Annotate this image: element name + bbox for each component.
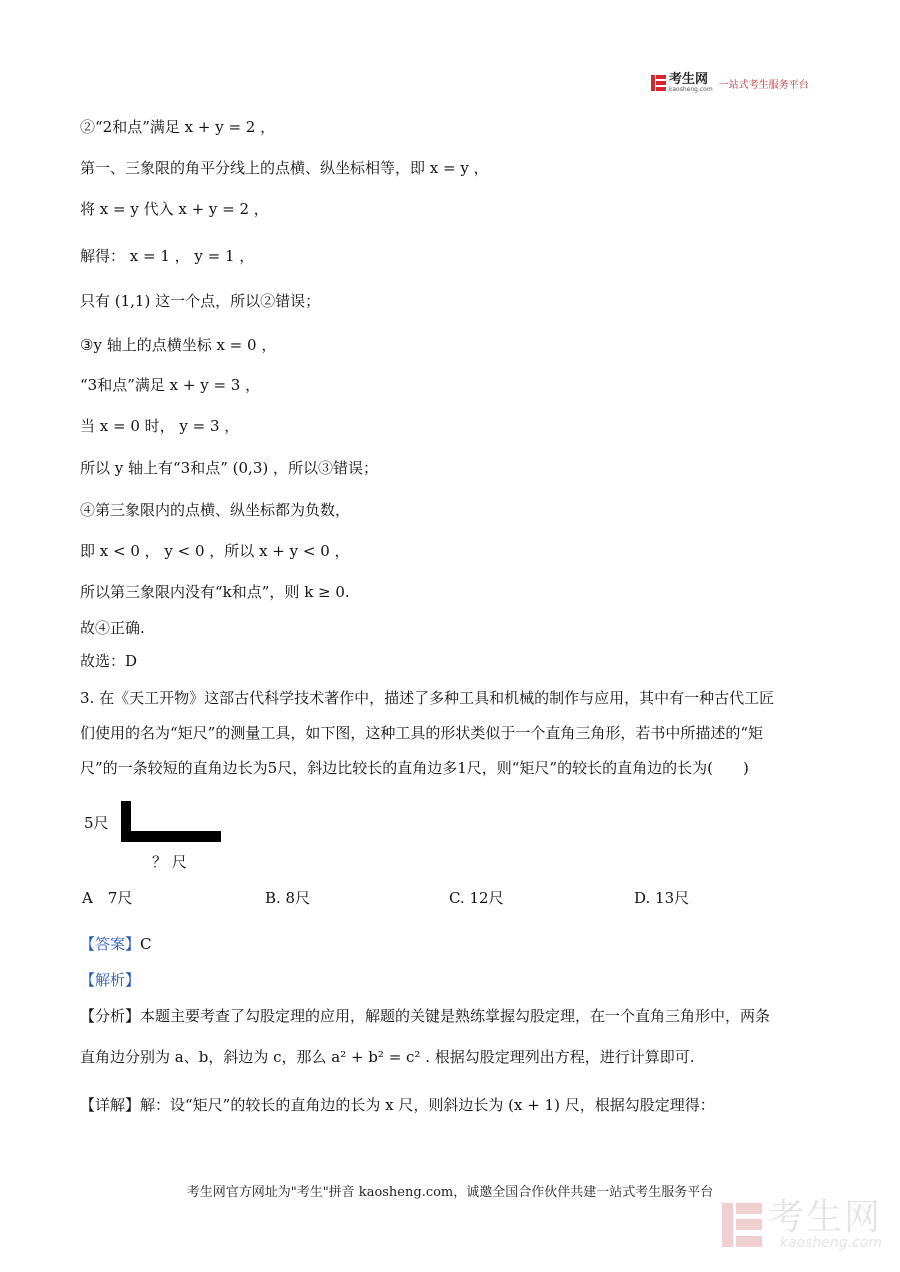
option-b: B. 8尺 xyxy=(265,889,311,907)
analysis-heading xyxy=(80,970,140,990)
solution-line-13: 故④正确. xyxy=(80,619,145,637)
fenxi-text-1: 本题主要考查了勾股定理的应用，解题的关键是熟练掌握勾股定理，在一个直角三角形中，两条 xyxy=(140,1007,771,1025)
watermark-domain: kaosheng.com xyxy=(779,1235,883,1251)
ruler-horizontal-arm xyxy=(121,831,221,842)
watermark-text xyxy=(768,1197,883,1251)
footer-text: 考生网官方网址为"考生"拼音 kaosheng.com，诚邀全国合作伙伴共建一站式考生服务平台 xyxy=(186,1185,714,1200)
logo-name: 考生网 xyxy=(669,72,709,87)
answer-line xyxy=(80,934,152,954)
analysis-tag: 【解析】 xyxy=(80,971,141,989)
header-logo xyxy=(651,73,809,93)
solution-line-14: 故选：D xyxy=(80,652,138,670)
answer-value: C xyxy=(140,935,152,953)
solution-line-6: ③y 轴上的点横坐标 x = 0 ， xyxy=(80,336,277,354)
answer-tag: 【答案】 xyxy=(80,935,141,953)
fenxi-line-1 xyxy=(80,1006,770,1026)
solution-line-3: 将 x = y 代入 x + y = 2 ， xyxy=(80,200,269,218)
option-c: C. 12尺 xyxy=(449,889,504,907)
figure-label-short-side: 5尺 xyxy=(84,814,109,832)
logo-text-block xyxy=(669,73,713,93)
solution-line-1: ②“2和点”满足 x + y = 2 ， xyxy=(80,118,276,136)
question-line-1: 3. 在《天工开物》这部古代科学技术著作中，描述了多种工具和机械的制作与应用，其中有一种古代工匠 xyxy=(80,689,775,707)
detail-text: 解：设“矩尺”的较长的直角边的长为 x 尺，则斜边长为 (x + 1) 尺，根据勾股定理得： xyxy=(140,1096,715,1114)
header-slogan: 一站式考生服务平台 xyxy=(718,79,809,91)
solution-line-5: 只有 (1,1) 这一个点，所以②错误； xyxy=(80,292,321,310)
solution-line-8: 当 x = 0 时， y = 3 ， xyxy=(80,417,240,435)
question-line-3: 尺”的一条较短的直角边长为5尺，斜边比较长的直角边多1尺，则“矩尺”的较长的直角边的长为( ) xyxy=(80,759,749,777)
solution-line-7: “3和点”满足 x + y = 3 ， xyxy=(80,376,261,394)
solution-line-10: ④第三象限内的点横、纵坐标都为负数， xyxy=(80,501,351,519)
option-d: D. 13尺 xyxy=(634,889,690,907)
option-a: A 7尺 xyxy=(82,889,133,907)
logo-domain: kaosheng.com xyxy=(669,86,713,93)
kaosheng-logo-icon xyxy=(651,75,666,91)
watermark-name: 考生网 xyxy=(768,1197,883,1238)
solution-line-9: 所以 y 轴上有“3和点” (0,3) ，所以③错误； xyxy=(80,459,378,477)
solution-line-2: 第一、三象限的角平分线上的点横、纵坐标相等，即 x = y ， xyxy=(80,159,489,177)
watermark xyxy=(722,1197,883,1251)
solution-line-4: 解得： x = 1 ， y = 1 ， xyxy=(80,247,255,265)
fenxi-tag: 【分析】 xyxy=(80,1007,141,1025)
kaosheng-watermark-icon xyxy=(722,1203,762,1247)
detail-tag: 【详解】 xyxy=(80,1096,141,1114)
solution-line-11: 即 x < 0 ， y < 0 ，所以 x + y < 0 ， xyxy=(80,542,350,560)
detail-line xyxy=(80,1095,715,1115)
figure-label-long-side: ？ 尺 xyxy=(152,853,187,871)
question-line-2: 们使用的名为“矩尺”的测量工具，如下图，这种工具的形状类似于一个直角三角形，若书中所描述的“矩 xyxy=(80,724,764,742)
solution-line-12: 所以第三象限内没有“k和点”，则 k ≥ 0. xyxy=(80,583,350,601)
fenxi-line-2: 直角边分别为 a、b，斜边为 c，那么 a² + b² = c² . 根据勾股定理列出方程，进行计算即可. xyxy=(80,1048,695,1066)
